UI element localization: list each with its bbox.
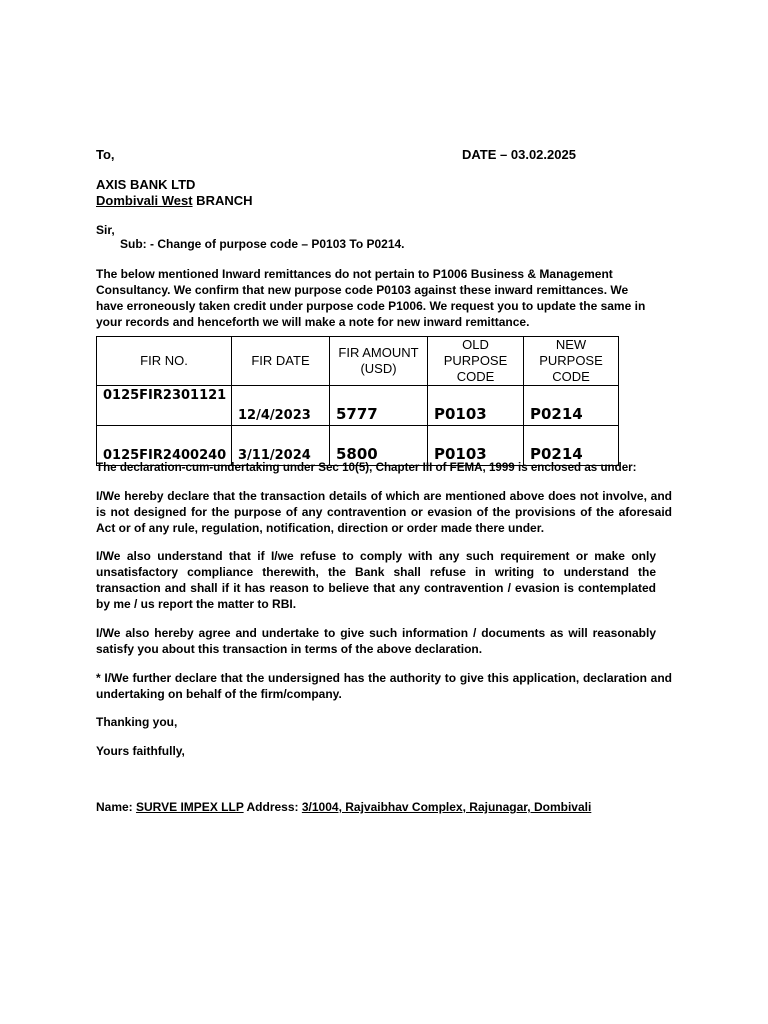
to-line: To, xyxy=(96,147,115,162)
branch-line xyxy=(96,193,253,209)
declaration-paragraph-4: * I/We further declare that the undersigned has the authority to give this application, declaration and undertaking on behalf of the firm/company. xyxy=(96,671,672,701)
bank-name: AXIS BANK LTD xyxy=(96,177,196,192)
firm-name: SURVE IMPEX LLP xyxy=(136,800,244,814)
cell-fir-no: 0125FIR2301121 xyxy=(97,386,232,426)
cell-amount: 5777 xyxy=(330,386,428,426)
table-header-row xyxy=(97,337,619,386)
cell-fir-no: 0125FIR2400240 xyxy=(97,426,232,466)
firm-address: 3/1004, Rajvaibhav Complex, Rajunagar, Dombivali xyxy=(301,800,592,814)
declaration-paragraph-1: I/We hereby declare that the transaction details of which are mentioned above does not involve, and is not designed for the purpose of any contravention or evasion of the provisions of the aforesaid Act or of any rule, regulation, notification, direction or order made there under. xyxy=(96,489,672,535)
fir-table xyxy=(96,336,619,466)
letter-date: DATE – 03.02.2025 xyxy=(462,147,576,162)
cell-old-code: P0103 xyxy=(428,386,524,426)
header-old-purpose-code: OLD PURPOSE CODE xyxy=(428,337,524,386)
cell-fir-date: 12/4/2023 xyxy=(232,386,330,426)
cell-new-code: P0214 xyxy=(524,386,619,426)
header-fir-no: FIR NO. xyxy=(97,337,232,386)
declaration-heading: The declaration-cum-undertaking under Sec 10(5), Chapter III of FEMA, 1999 is enclosed as under: xyxy=(96,461,637,474)
address-label: Address: xyxy=(243,800,302,814)
signature-line xyxy=(96,799,591,815)
thanking-line: Thanking you, xyxy=(96,715,178,729)
subject-line: Sub: - Change of purpose code – P0103 To P0214. xyxy=(120,237,405,251)
declaration-paragraph-2: I/We also understand that if I/we refuse to comply with any such requirement or make only unsatisfactory compliance therewith, the Bank shall refuse in writing to understand the transaction and shall if it has reason to believe that any contravention / evasion is contemplated by me / us report the matter to RBI. xyxy=(96,549,656,611)
header-new-purpose-code: NEW PURPOSE CODE xyxy=(524,337,619,386)
table-row xyxy=(97,386,619,426)
header-fir-amount: FIR AMOUNT (USD) xyxy=(330,337,428,386)
name-label: Name: xyxy=(96,800,137,814)
cell-old-code: P0103 xyxy=(428,426,524,466)
declaration-paragraph-3: I/We also hereby agree and undertake to give such information / documents as will reasonably satisfy you about this transaction in terms of the above declaration. xyxy=(96,626,656,656)
intro-paragraph: The below mentioned Inward remittances do not pertain to P1006 Business & Management Consultancy. We confirm that new purpose code P0103 against these inward remittances. We have erroneously taken credit under purpose code P1006. We request you to update the same in your records and henceforth we will make a note for new inward remittance. xyxy=(96,267,646,329)
branch-suffix: BRANCH xyxy=(192,193,253,208)
yours-faithfully: Yours faithfully, xyxy=(96,744,185,758)
cell-new-code: P0214 xyxy=(524,426,619,466)
branch-place: Dombivali West xyxy=(96,193,193,208)
salutation: Sir, xyxy=(96,223,115,237)
cell-fir-date: 3/11/2024 xyxy=(232,426,330,466)
header-fir-date: FIR DATE xyxy=(232,337,330,386)
cell-amount: 5800 xyxy=(330,426,428,466)
